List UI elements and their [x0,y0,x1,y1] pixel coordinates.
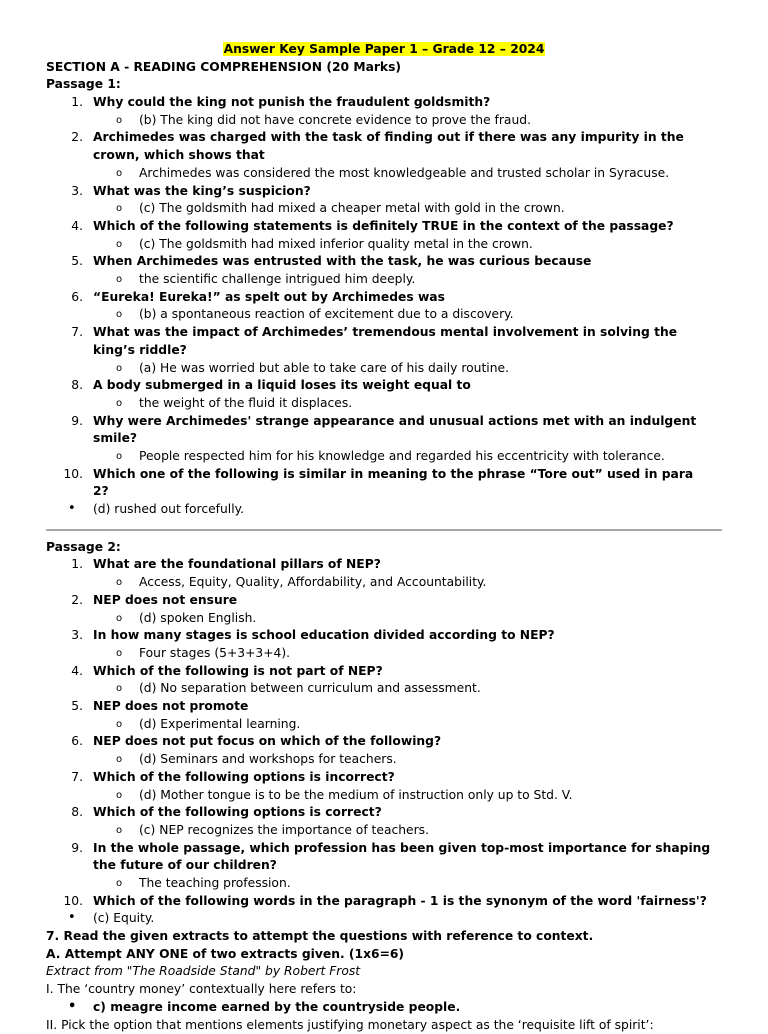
question-text: When Archimedes was entrusted with the task, he was curious because [93,254,592,269]
answer-item [0,448,768,466]
question-text: In the whole passage, which profession has been given top-most importance for shaping the future of our children? [93,840,711,873]
passage2-heading: Passage 2: [46,539,121,554]
question-number: 6. [71,734,83,749]
question-text: Which of the following options is incorrect? [93,769,395,784]
answer-text: c) meagre income earned by the countryside people. [93,999,461,1014]
answer-text: (d) Experimental learning. [139,716,301,731]
answer-item [0,751,768,769]
question-number: 9. [71,413,83,428]
question-number: 9. [71,840,83,855]
question-text: Which of the following options is correct? [93,805,382,820]
question-number: 4. [71,218,83,233]
hollow-bullet-icon: o [116,203,123,215]
q7-instruction: 7. Read the given extracts to attempt the questions with reference to context. [46,929,594,944]
title-line [0,41,768,59]
answer-item [0,360,768,378]
sub-question-1-answer [0,999,768,1017]
answer-item [0,645,768,663]
question-text: Which of the following statements is definitely TRUE in the context of the passage? [93,218,674,233]
answer-item [0,271,768,289]
q7-attempt: A. Attempt ANY ONE of two extracts given. (1x6=6) [46,946,405,961]
question-text: What was the impact of Archimedes’ tremendous mental involvement in solving the king’s riddle? [93,325,678,357]
answer-item [0,165,768,183]
hollow-bullet-icon: o [116,612,123,624]
question-number: 8. [71,378,83,393]
question-item [0,129,768,164]
question-number: 3. [71,628,83,643]
answer-text: (b) a spontaneous reaction of excitement due to a discovery. [139,307,514,322]
answer-item [0,236,768,254]
hollow-bullet-icon: o [116,683,123,695]
answer-text: People respected him for his knowledge and regarded his eccentricity with tolerance. [139,449,665,463]
hollow-bullet-icon: o [116,577,123,589]
answer-item [0,610,768,628]
question-text: Why could the king not punish the fraudulent goldsmith? [93,95,491,110]
passage1-heading: Passage 1: [46,77,121,92]
passage1-final-answer [0,501,768,519]
question-number: 3. [71,183,83,198]
question-text: Archimedes was charged with the task of finding out if there was any impurity in the crown, which shows that [93,130,684,163]
question-item [0,698,768,716]
answer-text: the scientific challenge intrigued him deeply. [139,272,416,287]
question-text: Why were Archimedes' strange appearance and unusual actions met with an indulgent smile? [93,413,697,446]
extract-source: Extract from "The Roadside Stand" by Robert Frost [46,964,361,979]
section-heading: SECTION A - READING COMPREHENSION (20 Marks) [46,59,402,74]
question-number: 10. [63,893,83,908]
hollow-bullet-icon: o [116,754,123,766]
question-item [0,183,768,201]
question-item [0,804,768,822]
answer-item [0,875,768,893]
sub-question-2: II. Pick the option that mentions elements justifying monetary aspect as the ‘requisite lift of spirit’: [46,1017,654,1032]
hollow-bullet-icon: o [116,878,123,889]
hollow-bullet-icon: o [116,167,123,179]
hollow-bullet-icon: o [116,451,123,462]
hollow-bullet-icon: o [116,309,123,321]
question-item [0,840,768,875]
hollow-bullet-icon: o [116,789,123,801]
answer-text: (d) rushed out forcefully. [93,502,245,517]
hollow-bullet-icon: o [116,362,123,374]
answer-text: (a) He was worried but able to take care of his daily routine. [139,360,509,375]
hollow-bullet-icon: o [116,397,123,409]
answer-key-page [0,41,768,1034]
hollow-bullet-icon: o [116,647,123,659]
question-text: NEP does not promote [93,699,249,714]
question-item [0,377,768,395]
answer-text: Access, Equity, Quality, Affordability, and Accountability. [139,575,487,590]
answer-text: (c) The goldsmith had mixed a cheaper metal with gold in the crown. [139,201,565,216]
answer-text: the weight of the fluid it displaces. [139,395,353,410]
answer-item [0,200,768,218]
question-text: NEP does not put focus on which of the following? [93,734,442,749]
question-number: 10. [63,466,83,481]
question-number: 7. [71,325,83,340]
answer-item [0,306,768,324]
question-item [0,769,768,787]
question-number: 6. [71,289,83,304]
answer-text: (b) The king did not have concrete evidence to prove the fraud. [139,112,531,127]
answer-text: (d) Mother tongue is to be the medium of instruction only up to Std. V. [139,787,573,802]
question-item [0,556,768,574]
answer-item [0,716,768,734]
question-number: 7. [71,769,83,784]
question-text: Which of the following is not part of NEP? [93,663,383,678]
hollow-bullet-icon: o [116,114,123,126]
question-item [0,663,768,681]
answer-text: Archimedes was considered the most knowledgeable and trusted scholar in Syracuse. [139,165,670,180]
question-text: What are the foundational pillars of NEP? [93,557,381,572]
question-number: 5. [71,699,83,714]
question-item [0,94,768,112]
sub-question-1: I. The ‘country money’ contextually here refers to: [46,982,357,997]
answer-text: (c) The goldsmith had mixed inferior quality metal in the crown. [139,236,533,251]
section-divider [46,529,722,531]
question-item [0,413,768,448]
answer-item [0,787,768,805]
question-text: A body submerged in a liquid loses its weight equal to [93,378,471,393]
answer-item [0,822,768,840]
hollow-bullet-icon: o [116,274,123,286]
solid-bullet-icon: • [68,998,77,1014]
passage2-final-answer [0,910,768,928]
question-number: 1. [71,557,83,572]
answer-text: (c) Equity. [93,911,155,926]
answer-text: (d) No separation between curriculum and assessment. [139,681,481,696]
question-text: NEP does not ensure [93,592,238,607]
question-number: 4. [71,663,83,678]
question-item [0,893,768,911]
answer-text: (d) Seminars and workshops for teachers. [139,752,397,767]
passage2-list [0,556,768,910]
answer-item [0,574,768,592]
question-text: “Eureka! Eureka!” as spelt out by Archimedes was [93,289,445,304]
hollow-bullet-icon: o [116,718,123,730]
question-item [0,218,768,236]
answer-text: The teaching profession. [139,876,291,890]
solid-bullet-icon: • [68,501,76,517]
hollow-bullet-icon: o [116,238,123,250]
answer-text: Four stages (5+3+3+4). [139,645,291,660]
document-title: Answer Key Sample Paper 1 – Grade 12 – 2024 [223,42,545,56]
question-text: In how many stages is school education divided according to NEP? [93,628,555,643]
question-item [0,466,768,501]
question-text: Which one of the following is similar in meaning to the phrase “Tore out” used in para 2? [93,466,694,499]
question-item [0,627,768,645]
question-number: 2. [71,592,83,607]
question-text: Which of the following words in the paragraph - 1 is the synonym of the word 'fairness'? [93,893,707,908]
question-item [0,592,768,610]
answer-item [0,395,768,413]
answer-text: (d) spoken English. [139,610,257,625]
answer-text: (c) NEP recognizes the importance of teachers. [139,822,429,837]
question-item [0,733,768,751]
solid-bullet-icon: • [68,910,76,926]
question-number: 1. [71,95,83,110]
question-number: 5. [71,254,83,269]
answer-item [0,112,768,130]
question-item [0,289,768,307]
question-item [0,324,768,359]
question-text: What was the king’s suspicion? [93,183,311,198]
passage1-list [0,94,768,501]
question-number: 2. [71,130,83,145]
answer-item [0,680,768,698]
question-item [0,253,768,271]
question-number: 8. [71,805,83,820]
hollow-bullet-icon: o [116,824,123,836]
